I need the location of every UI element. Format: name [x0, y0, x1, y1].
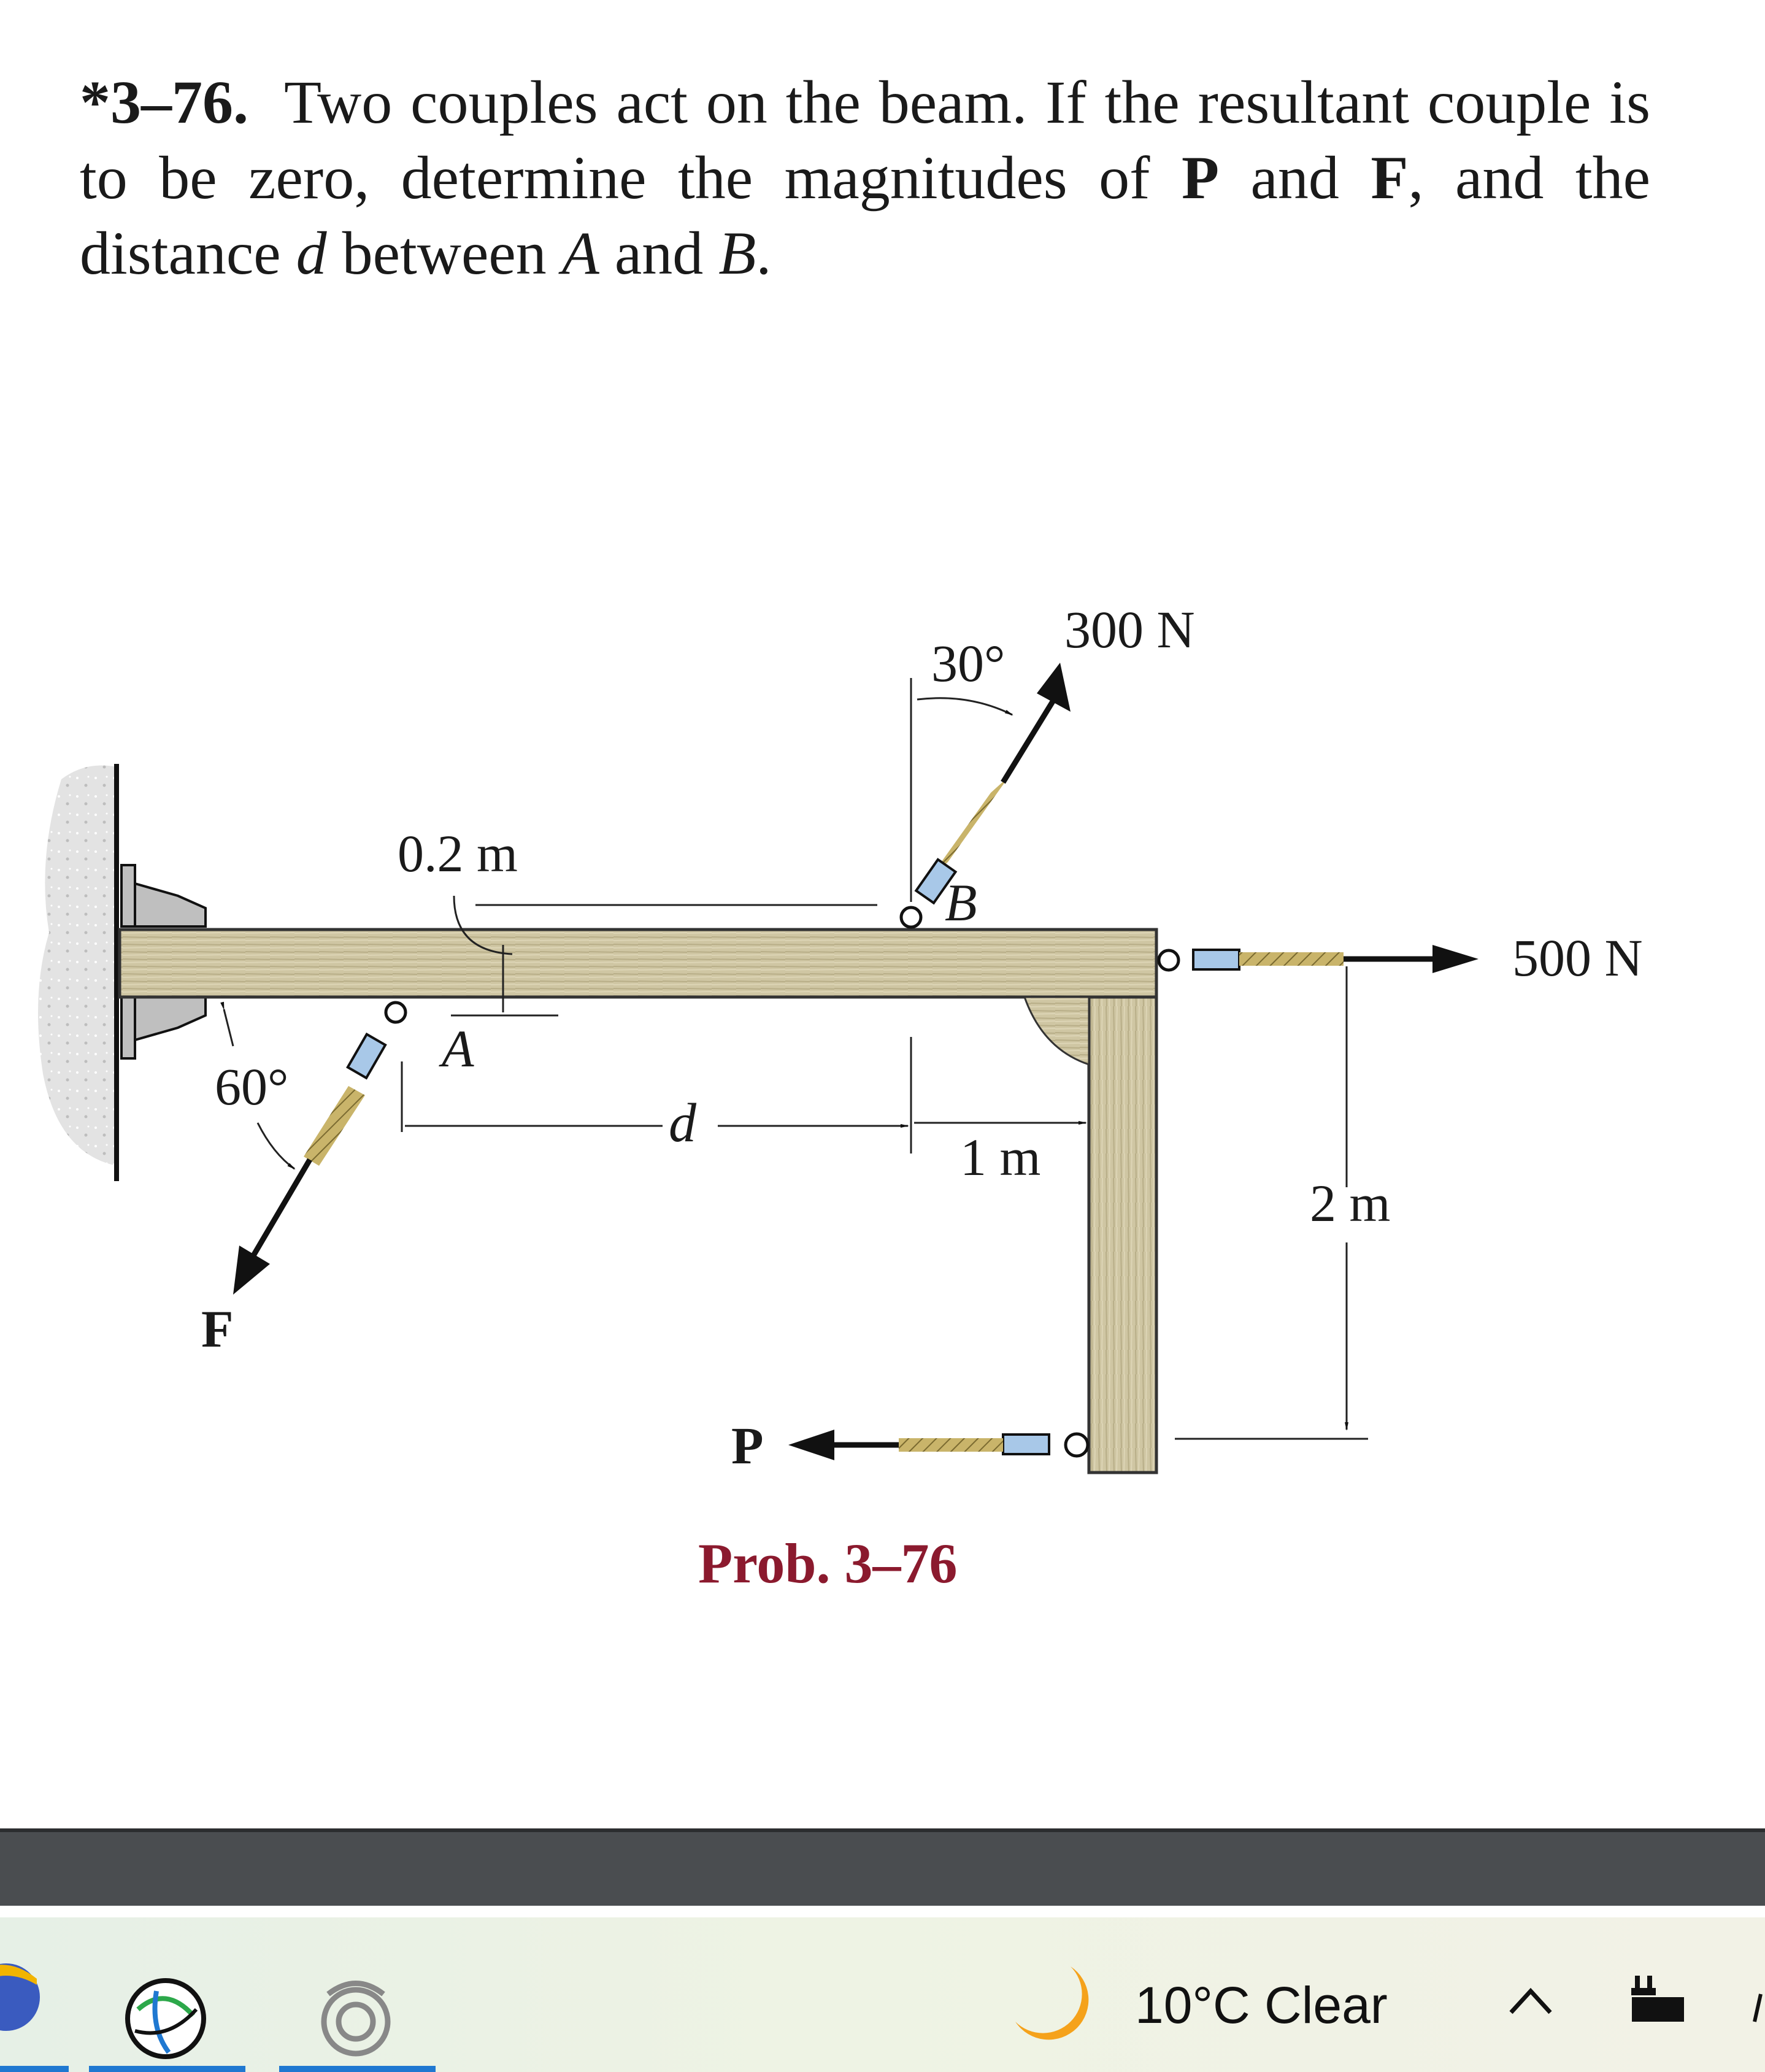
problem-text-3: between: [326, 219, 562, 287]
taskbar-active-indicator-1: [0, 2066, 69, 2072]
chevron-up-icon[interactable]: [1506, 1982, 1555, 2019]
corner-gusset: [1025, 997, 1089, 1065]
moon-icon[interactable]: [1009, 1957, 1101, 2049]
figure-caption: Prob. 3–76: [698, 1532, 958, 1595]
power-plug-icon[interactable]: [1623, 1973, 1690, 2028]
problem-statement: [80, 64, 1650, 291]
label-60deg: 60°: [215, 1057, 289, 1116]
label-1m: 1 m: [960, 1128, 1041, 1187]
label-2m: 2 m: [1310, 1174, 1391, 1233]
problem-period: .: [756, 219, 772, 287]
cable-F: [233, 1003, 406, 1295]
label-300N: 300 N: [1064, 600, 1195, 659]
label-B: B: [945, 873, 977, 932]
cable-P: [788, 1430, 1088, 1460]
label-F: F: [201, 1300, 234, 1358]
beam-figure: [0, 552, 1765, 1509]
problem-var-d: d: [296, 219, 327, 287]
problem-and-2: and: [599, 219, 719, 287]
label-d: d: [669, 1093, 696, 1153]
app-icon-partial[interactable]: [0, 1960, 43, 2034]
wall-support: [38, 764, 117, 1181]
cable-300N: [901, 663, 1071, 927]
label-0-2m: 0.2 m: [398, 824, 518, 883]
label-A: A: [442, 1019, 474, 1078]
vertical-beam: [1089, 997, 1156, 1473]
problem-var-F: F: [1371, 144, 1409, 212]
camera-icon[interactable]: [310, 1970, 402, 2062]
taskbar-active-indicator-3: [279, 2066, 436, 2072]
dimension-lines: [224, 678, 1368, 1439]
clock-partial[interactable]: [1748, 1976, 1765, 2031]
label-P: P: [731, 1416, 764, 1475]
browser-icon[interactable]: [120, 1973, 212, 2065]
problem-text-2: , and the distance: [80, 144, 1651, 287]
problem-number: *3–76.: [80, 68, 248, 136]
problem-text-1: Two couples act on the beam. If the resultant couple is to be zero, determine the magnitudes of: [80, 68, 1651, 212]
problem-var-B: B: [718, 219, 756, 287]
taskbar-active-indicator-2: [89, 2066, 245, 2072]
problem-var-P: P: [1181, 144, 1220, 212]
window-bottom-bar: [0, 1828, 1765, 1906]
label-30deg: 30°: [931, 634, 1006, 693]
label-500N: 500 N: [1512, 928, 1643, 987]
horizontal-beam: [120, 930, 1156, 997]
weather-status[interactable]: 10°C Clear: [1135, 1976, 1388, 2034]
problem-var-A: A: [561, 219, 599, 287]
problem-and: and: [1219, 144, 1371, 212]
taskbar: [0, 1917, 1765, 2072]
cable-500N: [1159, 945, 1479, 973]
